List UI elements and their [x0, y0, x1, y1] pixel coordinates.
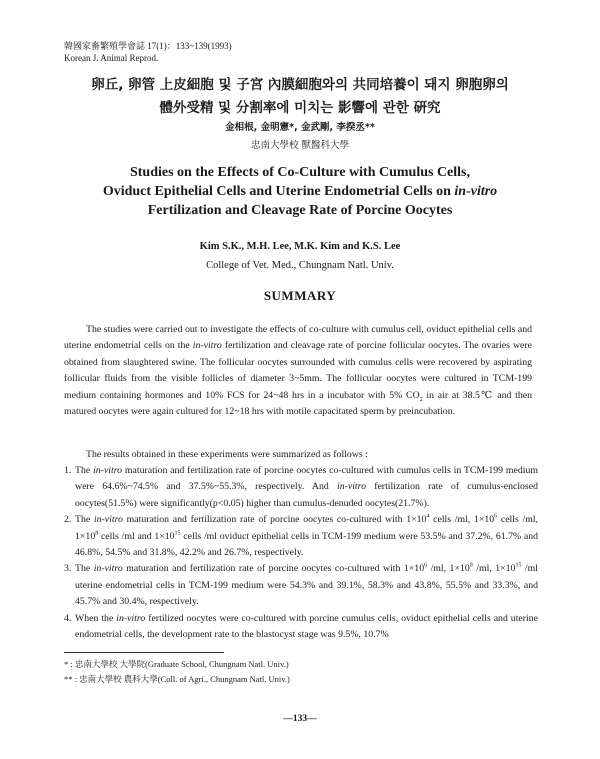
- korean-affiliation: 忠南大學校 獸醫科大學: [250, 140, 350, 151]
- result-text: When the: [75, 612, 117, 624]
- result-number: 1.: [64, 465, 72, 476]
- result-italic: in-vitro: [336, 481, 367, 493]
- english-affiliation: College of Vet. Med., Chungnam Natl. Univ.: [206, 260, 394, 271]
- result-superscript: 6: [494, 513, 498, 520]
- korean-title-line-2: 體外受精 및 分割率에 미치는 影響에 관한 硏究: [159, 100, 441, 116]
- result-number: 4.: [64, 612, 72, 624]
- journal-name: Korean J. Animal Reprod.: [64, 53, 159, 63]
- result-superscript: 15: [174, 530, 181, 537]
- p1-text-b: fertilization and cleavage rate of porcine follicular oocytes. The ovaries were obtained from slaughtered swine. The follicular oocytes surrounded with cumulus cells were recovered by aspirating follicular fluids from the visible follicles of diameter 3~5mm. The follicular oocytes were cultured in TCM-199 medium containing hormones and 10% FCS for 24~48 hrs in a incubator with 5% CO: [64, 340, 532, 401]
- english-title-line-2-text: Oviduct Epithelial Cells and Uterine Endometrial Cells on: [102, 184, 455, 199]
- result-text: fertilized oocytes were co-cultured with porcine cumulus cells, oviduct epithelial cells and uterine endometrial cells, the development rate to the blastocyst stage was 9.5%, 10.7%: [75, 612, 538, 641]
- result-superscript: 15: [515, 563, 522, 570]
- result-italic: in-vitro: [116, 612, 146, 624]
- p1-text-a: The studies were carried out to investigate the effects of co-culture with cumulus cell, oviduct epithelial cells and uterine endometrial cells on the: [64, 324, 532, 352]
- english-title-line-3: Fertilization and Cleavage Rate of Porcine Oocytes: [147, 203, 453, 218]
- result-superscript: 8: [95, 530, 99, 537]
- english-authors: Kim S.K., M.H. Lee, M.K. Kim and K.S. Lee: [199, 241, 401, 252]
- result-text: maturation and fertilization rate of porcine oocytes co-cultured with cumulus cells in TCM-199 medium were 64.6%~74.5% and 37.5%~55.3%, respectively. And: [75, 465, 538, 493]
- result-item-3: [64, 561, 538, 610]
- results-list: [64, 463, 538, 643]
- result-italic: in-vitro: [93, 563, 123, 575]
- footnote-divider: [64, 652, 224, 653]
- english-title-italic: in-vitro: [454, 184, 498, 199]
- english-title: [0, 163, 600, 220]
- korean-title-line-1: 卵丘, 卵管 上皮細胞 및 子宮 內膜細胞와의 共同培養이 돼지 卵胞卵의: [91, 77, 509, 93]
- english-title-line-1: Studies on the Effects of Co-Culture with Cumulus Cells,: [129, 165, 471, 180]
- result-item-4: [64, 611, 538, 644]
- result-text: The: [75, 465, 94, 476]
- result-italic: in-vitro: [93, 514, 123, 526]
- summary-heading: SUMMARY: [263, 288, 337, 303]
- result-text: maturation and fertilization rate of porcine oocytes co-cultured with 1×10: [122, 514, 427, 526]
- footnote-1: * : 忠南大學校 大學院(Graduate School, Chungnam Natl. Univ.): [64, 659, 289, 669]
- result-text: cells /ml oviduct epithelial cells in TCM-199 medium were 53.5% and 37.2%, 61.7% and 46.8%, 54.5% and 31.8%, 42.2% and 26.7%, respectively.: [75, 530, 538, 559]
- result-number: 2.: [64, 514, 72, 526]
- korean-title: [0, 74, 600, 120]
- p1-italic: in-vitro: [192, 340, 222, 352]
- result-text: cells /ml, 1×10: [429, 514, 495, 526]
- footnote-2: ** : 忠南大學校 農科大學(Coll. of Agri., Chungnam Natl. Univ.): [64, 674, 290, 684]
- summary-paragraph-1: [64, 322, 532, 420]
- result-number: 3.: [64, 563, 72, 575]
- summary-paragraph-2: The results obtained in these experiments were summarized as follows :: [86, 449, 368, 460]
- result-italic: in-vitro: [93, 465, 123, 476]
- result-text: /ml uterine endometrial cells in TCM-199 medium were 54.3% and 39.1%, 58.3% and 43.8%, 55.5% and 33.3%, and 45.7% and 30.4%, respectively.: [75, 563, 538, 608]
- journal-citation: 韓國家畜繁殖學會誌 17(1)：133~139(1993): [64, 41, 232, 51]
- result-text: The: [75, 514, 94, 526]
- result-text: /ml, 1×10: [472, 563, 516, 575]
- result-item-2: [64, 512, 538, 561]
- result-text: cells /ml and 1×10: [98, 530, 175, 542]
- english-title-line-2: [0, 182, 600, 201]
- result-text: /ml, 1×10: [427, 563, 470, 575]
- result-text: cells /ml, 1×10: [75, 514, 538, 542]
- p1-text-c: in air at 38.5℃ and then matured oocytes were again cultured for 12~18 hrs with motile capacitated sperm by preincubation.: [64, 389, 532, 418]
- page-number: —133—: [283, 714, 317, 724]
- result-text: The: [75, 563, 94, 575]
- result-superscript: 6: [424, 563, 428, 570]
- result-superscript: 4: [426, 513, 430, 520]
- journal-header: [64, 40, 232, 64]
- result-text: maturation and fertilization rate of porcine oocytes co-cultured with 1×10: [122, 563, 425, 575]
- result-item-1: [64, 463, 538, 512]
- result-superscript: 8: [469, 563, 473, 570]
- korean-authors: 金相根, 金明憲*, 金武剛, 李揆丞**: [225, 122, 375, 133]
- p1-subscript: 2: [419, 396, 423, 403]
- result-text: fertilization rate of cumulus-enclosed oocytes(51.5%) were significantly(p<0.05) higher than cumulus-denuded oocytes(21.7%).: [75, 481, 538, 509]
